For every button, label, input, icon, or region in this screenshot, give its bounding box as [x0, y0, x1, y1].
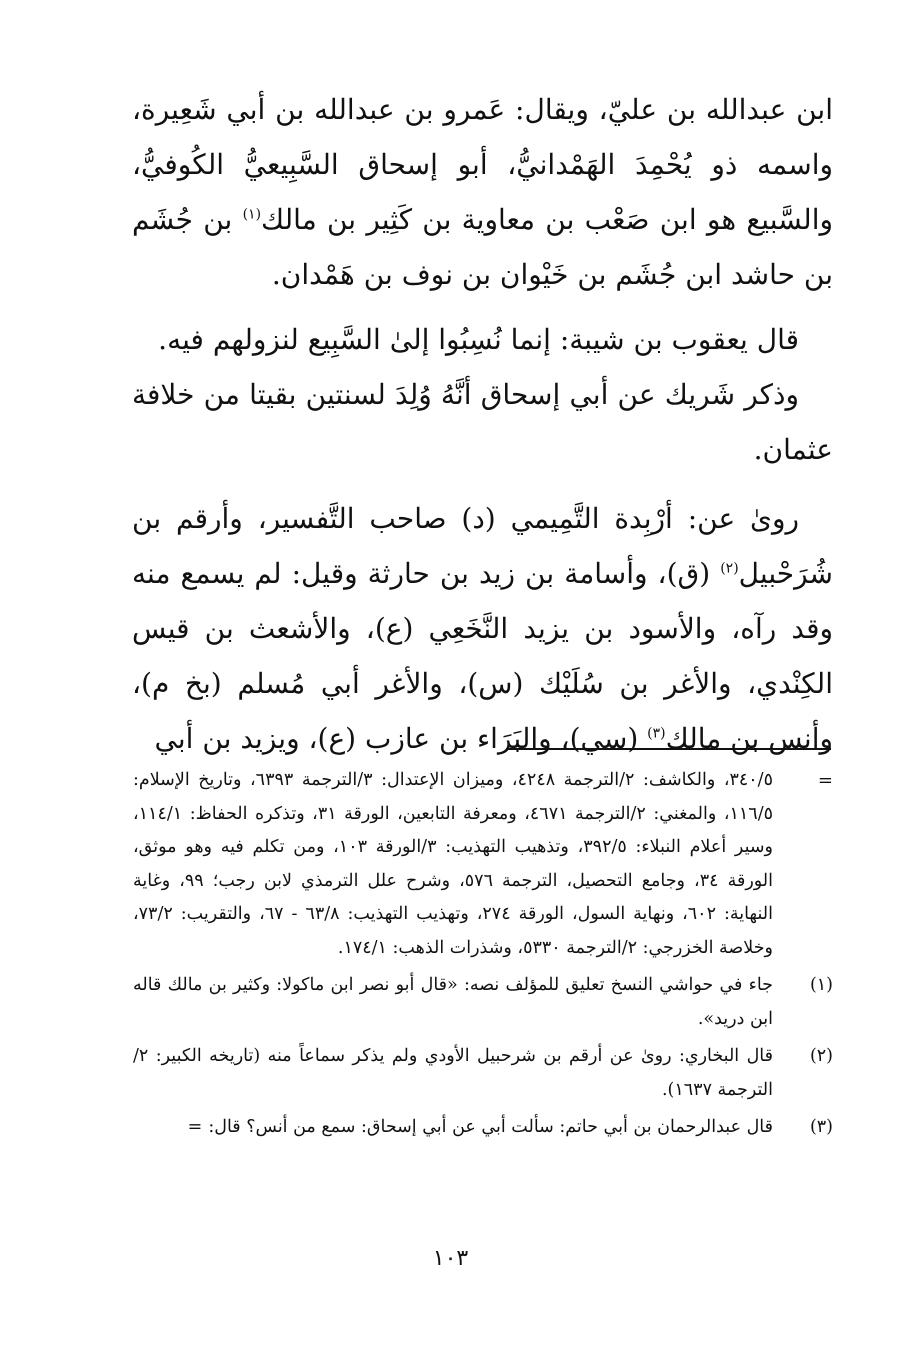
- text-segment: (ق)، وأسامة بن زيد بن حارثة وقيل: لم يسمع منه وقد رآه، والأسود بن يزيد النَّخَعِي (ع)، والأشعث بن قيس الكِنْدي، والأغر بن سُلَيْك (س)، والأغر أبي مُسلم (بخ م)، وأنس بن مالك: [132, 557, 833, 755]
- footnote-2: [133, 1040, 833, 1107]
- continuation-marker: =: [817, 770, 833, 791]
- paragraph-sharik-quote: وذكر شَريك عن أبي إسحاق أنَّهُ وُلِدَ لسنتين بقيتا من خلافة عثمان.: [132, 378, 833, 466]
- main-text: [132, 82, 833, 766]
- footnote-number: (٢): [809, 1046, 833, 1066]
- footnote-number: (١): [809, 975, 833, 995]
- paragraph-narrated-from: [132, 491, 833, 766]
- footnote-1: [133, 969, 833, 1036]
- paragraph-yaqub-quote: قال يعقوب بن شيبة: إنما نُسِبُوا إلىٰ السَّبِيع لنزولهم فيه.: [158, 323, 799, 356]
- footnote-ref-1[interactable]: (١): [242, 206, 262, 223]
- footnote-text: [133, 1111, 773, 1145]
- footnote-3: [133, 1111, 833, 1145]
- footnote-text: جاء في حواشي النسخ تعليق للمؤلف نصه: «قال أبو نصر ابن ماكولا: وكثير بن مالك قاله ابن دريد».: [133, 975, 773, 1029]
- footnote-ref-3[interactable]: (٣): [647, 725, 666, 742]
- text-segment: (سي)، والبَرَاء بن عازب (ع)، ويزيد بن أبي: [154, 722, 648, 755]
- text-segment: ابن عبدالله بن عليّ، ويقال: عَمرو بن عبدالله بن أبي شَعِيرة، واسمه ذو يُحْمِدَ الهَمْدانيُّ، أبو إسحاق السَّبِيعيُّ الكُوفيُّ، والسَّبيع هو ابن صَعْب بن معاوية بن كَثِير بن مالك: [132, 93, 833, 236]
- continuation-marker: =: [187, 1117, 203, 1137]
- footnote-text: قال البخاري: روىٰ عن أرقم بن شرحبيل الأودي ولم يذكر سماعاً منه (تاريخه الكبير: ٢/الترجمة ١٦٣٧).: [133, 1046, 773, 1100]
- footnote-ref-2[interactable]: (٢): [720, 560, 739, 577]
- page-number: ١٠٣: [432, 1246, 469, 1271]
- narrated-from-lead: روىٰ عن:: [672, 502, 800, 535]
- text-segment: أرْبِدة التَّمِيمي (د) صاحب التَّفسير، وأرقم بن شُرَحْبيل: [132, 502, 833, 590]
- footnotes: [133, 764, 833, 1149]
- footnote-continuation: [133, 764, 833, 965]
- footnote-separator: [506, 748, 831, 750]
- footnote-text: ٣٤٠/٥، والكاشف: ٢/الترجمة ٤٢٤٨، وميزان الإعتدال: ٣/الترجمة ٦٣٩٣، وتاريخ الإسلام: ١١٦/٥، والمغني: ٢/الترجمة ٤٦٧١، ومعرفة التابعين، الورقة ٣١، وتذكره الحفاظ: ١١٤/١، وسير أعلام النبلاء: ٣٩٢/٥، وتذهيب التهذيب: ٣/الورقة ١٠٣، ومن تكلم فيه وهو موثق، الورقة ٣٤، وجامع التحصيل، الترجمة ٥٧٦، وشرح علل الترمذي لابن رجب؛ ٩٩، وغاية النهاية: ٦٠٢، ونهاية السول، الورقة ٢٧٤، وتهذيب التهذيب: ٦٣/٨ - ٦٧، والتقريب: ٧٣/٢، وخلاصة الخزرجي: ٢/الترجمة ٥٣٣٠، وشذرات الذهب: ١٧٤/١.: [133, 770, 773, 958]
- paragraph-biography: [132, 82, 833, 302]
- text-segment: بن جُشَم بن حاشد ابن جُشَم بن خَيْوان بن نوف بن هَمْدان.: [132, 203, 833, 291]
- footnote-text-segment: قال عبدالرحمان بن أبي حاتم: سألت أبي عن أبي إسحاق: سمع من أنس؟ قال:: [208, 1117, 773, 1137]
- footnote-number: (٣): [809, 1117, 833, 1137]
